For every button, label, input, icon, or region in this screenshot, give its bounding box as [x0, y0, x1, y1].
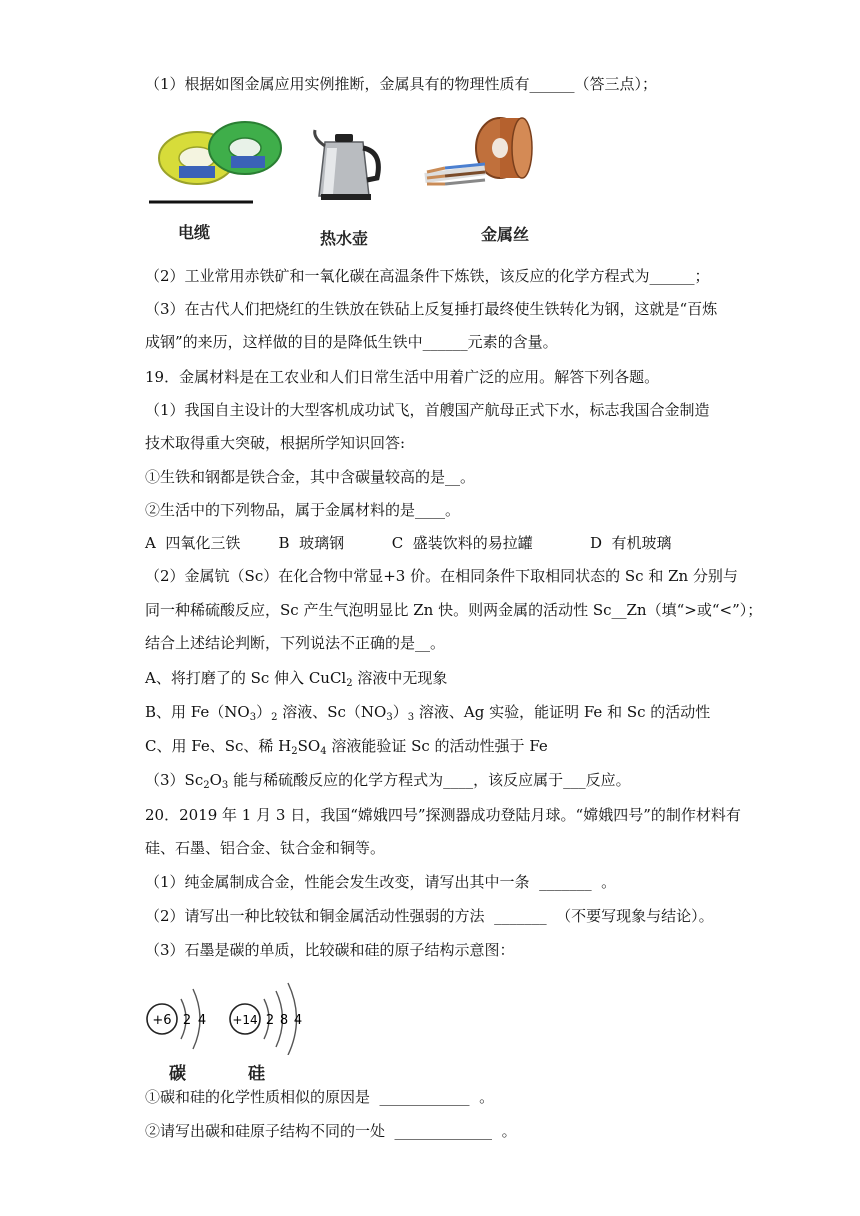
- atomic-structure-figure: [145, 975, 315, 1085]
- part3-text: （3）Sc: [145, 771, 204, 789]
- wire-image: [425, 118, 532, 184]
- q18-part3-line1: （3）在古代人们把烧红的生铁放在铁砧上反复捶打最终使生铁转化为钢，这就是“百炼: [145, 300, 718, 318]
- choice-c-sub: 4: [320, 746, 327, 757]
- q19-choice-b: [145, 702, 710, 722]
- choice-b-text: 溶液、Ag 实验，能证明 Fe 和 Sc 的活动性: [414, 703, 711, 721]
- choice-b-sub: 3: [407, 712, 415, 723]
- q20-part3-sub1: ①碳和硅的化学性质相似的原因是 ____________ 。: [145, 1088, 495, 1106]
- q18-part3-line2: 成钢”的来历，这样做的目的是降低生铁中______元素的含量。: [145, 333, 558, 351]
- q19-part2-line3: 结合上述结论判断，下列说法不正确的是__。: [145, 634, 446, 652]
- silicon-label: 硅: [248, 1064, 265, 1084]
- atomic-structure-diagrams: [145, 975, 315, 1055]
- q20-part2: （2）请写出一种比较钛和铜金属活动性强弱的方法 _______ （不要写现象与结论）。: [145, 907, 714, 925]
- silicon-shell-1: 2: [265, 1013, 275, 1028]
- caption-wire: 金属丝: [481, 225, 530, 244]
- choice-b-sub: 3: [386, 712, 393, 723]
- choice-a-text-end: 溶液中无现象: [352, 669, 448, 687]
- part3-sub: 2: [203, 780, 210, 791]
- choice-c-text: 溶液能验证 Sc 的活动性强于 Fe: [326, 737, 548, 755]
- q19-part2-line1: （2）金属钪（Sc）在化合物中常显+3 价。在相同条件下取相同状态的 Sc 和 Zn 分别与: [145, 567, 738, 585]
- part3-text: 能与稀硫酸反应的化学方程式为____，该反应属于___反应。: [228, 771, 631, 789]
- q19-part1-line1: （1）我国自主设计的大型客机成功试飞，首艘国产航母正式下水，标志我国合金制造: [145, 401, 710, 419]
- q20-part3: （3）石墨是碳的单质，比较碳和硅的原子结构示意图：: [145, 941, 515, 959]
- choice-b-text: 溶液、Sc（NO: [277, 703, 387, 721]
- q19-part1-line2: 技术取得重大突破，根据所学知识回答:: [145, 434, 406, 452]
- choice-b-text: B、用 Fe（NO: [145, 703, 250, 721]
- cable-image: [149, 122, 281, 202]
- choice-b-text: ）: [392, 703, 408, 721]
- q19-options: A 四氧化三铁 B 玻璃钢 C 盛装饮料的易拉罐 D 有机玻璃: [145, 534, 672, 552]
- silicon-shell-3: 4: [293, 1013, 303, 1028]
- q19-choice-a: [145, 668, 447, 688]
- caption-kettle: 热水壶: [320, 229, 369, 248]
- silicon-nucleus: +14: [232, 1013, 258, 1027]
- carbon-label: 碳: [169, 1064, 186, 1084]
- carbon-shell-1: 2: [182, 1013, 192, 1028]
- q20-stem-line2: 硅、石墨、铝合金、钛合金和铜等。: [145, 839, 386, 857]
- silicon-atom-diagram: [230, 983, 302, 1055]
- q18-part1: （1）根据如图金属应用实例推断，金属具有的物理性质有______（答三点）；: [145, 75, 658, 93]
- q19-part1-sub1: ①生铁和钢都是铁合金，其中含碳量较高的是__。: [145, 468, 476, 486]
- carbon-atom-diagram: [147, 989, 206, 1049]
- choice-c-text: C、用 Fe、Sc、稀 H: [145, 737, 292, 755]
- part3-sub: 3: [221, 780, 229, 791]
- choice-b-text: ）: [256, 703, 272, 721]
- choice-c-sub: 2: [291, 746, 298, 757]
- q20-part3-sub2: ②请写出碳和硅原子结构不同的一处 _____________ 。: [145, 1122, 517, 1140]
- choice-a-subscript: 2: [346, 678, 353, 689]
- q19-part1-sub2: ②生活中的下列物品，属于金属材料的是____。: [145, 501, 461, 519]
- q20-part1: （1）纯金属制成合金，性能会发生改变，请写出其中一条 _______ 。: [145, 873, 617, 891]
- caption-cable: 电缆: [178, 223, 211, 242]
- q19-part2-line2: 同一种稀硫酸反应，Sc 产生气泡明显比 Zn 快。则两金属的活动性 Sc__Zn（填“>或“<”）；: [145, 601, 763, 619]
- q19-choice-c: [145, 736, 548, 756]
- part3-text: O: [209, 771, 222, 789]
- q18-part2: （2）工业常用赤铁矿和一氧化碳在高温条件下炼铁，该反应的化学方程式为______；: [145, 267, 710, 285]
- silicon-shell-2: 8: [279, 1013, 289, 1028]
- q19-part3: [145, 770, 631, 790]
- carbon-shell-2: 4: [197, 1013, 207, 1028]
- metal-application-images: [145, 108, 565, 218]
- kettle-image: [315, 130, 379, 200]
- carbon-nucleus: +6: [152, 1013, 172, 1028]
- q19-stem: 19．金属材料是在工农业和人们日常生活中用着广泛的应用。解答下列各题。: [145, 368, 660, 386]
- choice-c-text: SO: [297, 737, 321, 755]
- choice-a-text: A、将打磨了的 Sc 伸入 CuCl: [145, 669, 347, 687]
- choice-b-sub: 3: [249, 712, 257, 723]
- choice-b-sub: 2: [271, 712, 278, 723]
- q20-stem-line1: 20．2019 年 1 月 3 日，我国“嫦娥四号”探测器成功登陆月球。“嫦娥四号”的制作材料有: [145, 806, 741, 824]
- metal-application-figure: [145, 108, 565, 248]
